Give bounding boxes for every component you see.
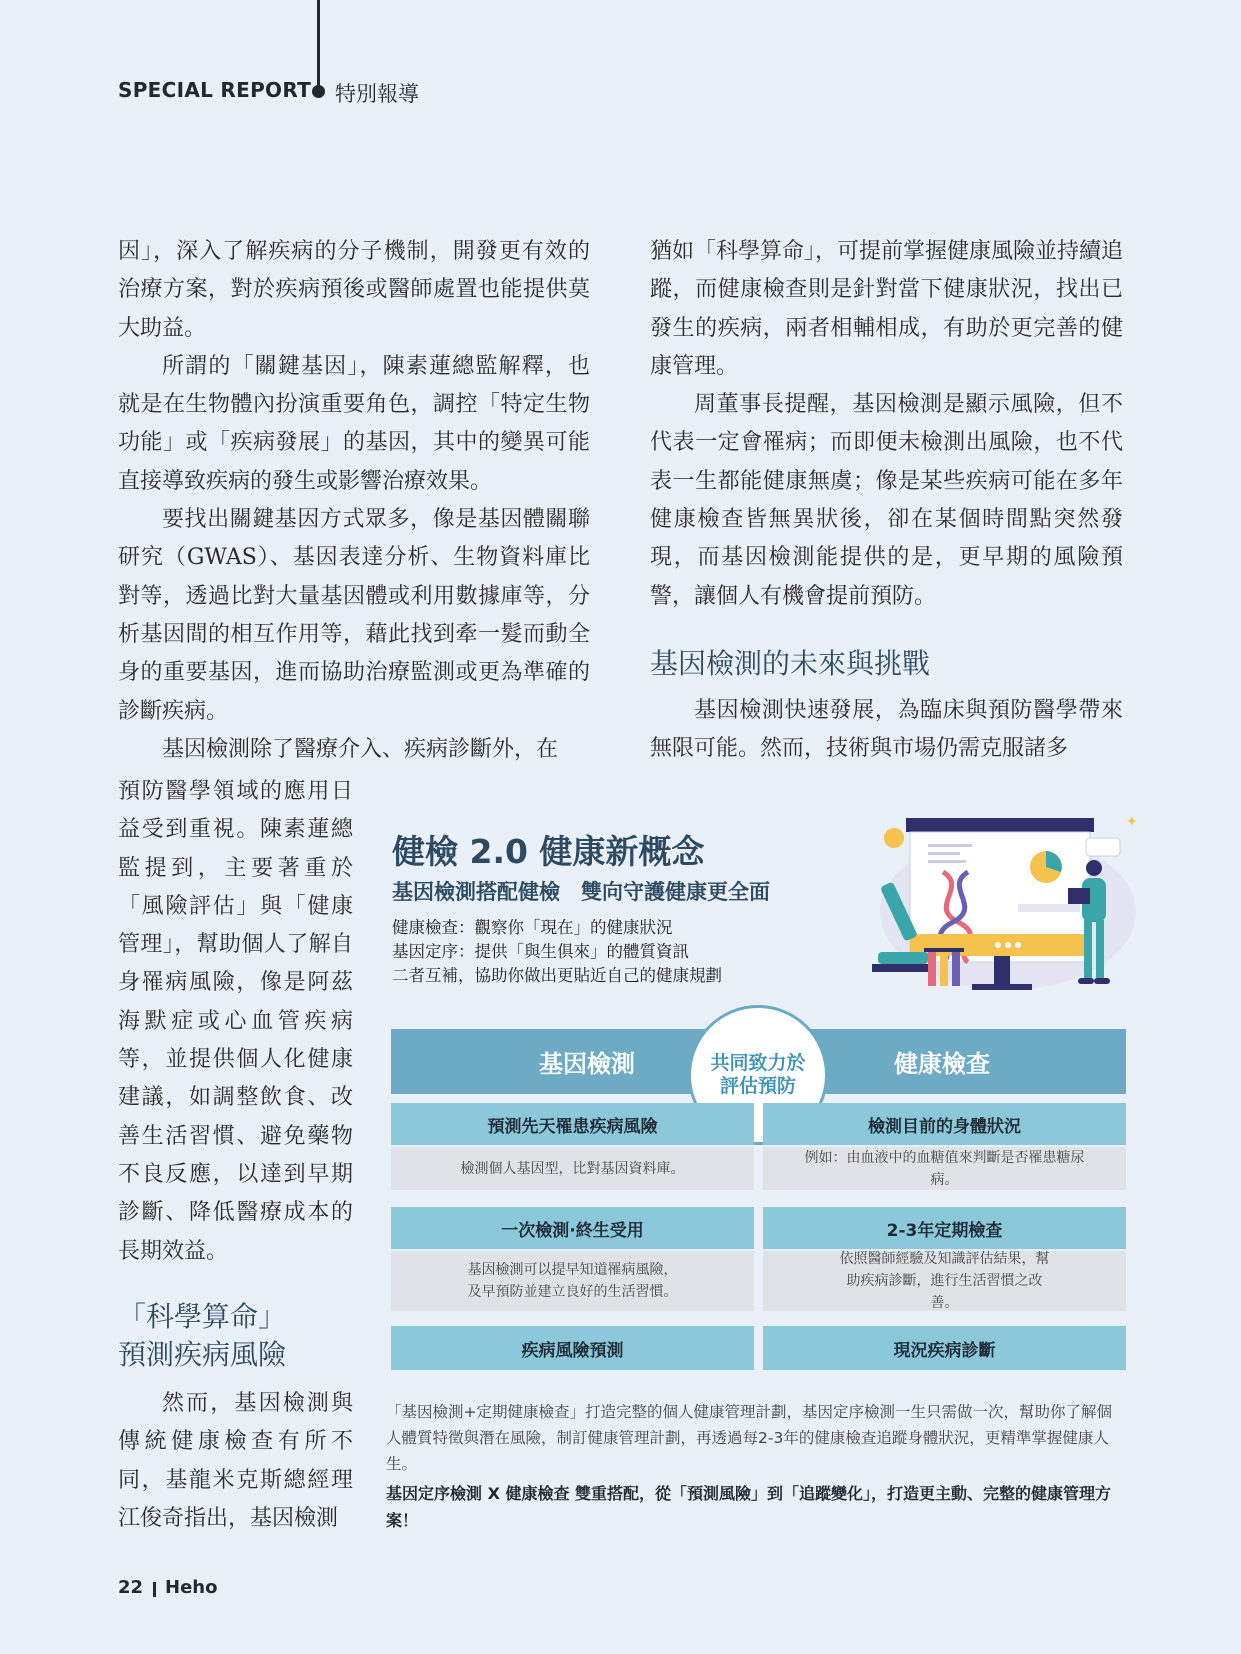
- column-header-health-check: 健康檢查: [894, 1050, 990, 1078]
- infographic-title: 健檢 2.0 健康新概念: [392, 832, 705, 871]
- paragraph: 基因檢測快速發展，為臨床與預防醫學帶來無限可能。然而，技術與市場仍需克服諸多: [650, 698, 1123, 762]
- article-column-left: [118, 233, 590, 769]
- article-column-narrow: [118, 773, 353, 1271]
- article-column-narrow-bottom: [118, 1385, 353, 1538]
- paragraph: 猶如「科學算命」，可提前掌握健康風險並持續追蹤，而健康檢查則是針對當下健康狀況，找出已發生的疾病，兩者相輔相成，有助於更完善的健康管理。: [650, 239, 1124, 379]
- comparison-cell-head: 疾病風險預測: [391, 1326, 754, 1370]
- paragraph: 基因檢測除了醫療介入、疾病診斷外，在: [162, 736, 559, 762]
- section-heading-fortune: [118, 1298, 358, 1374]
- comparison-cell-body: 依照醫師經驗及知識評估結果，幫助疾病診斷，進行生活習慣之改善。: [763, 1251, 1126, 1311]
- lab-illustration: [868, 812, 1136, 996]
- article-column-right-bottom: [650, 692, 1123, 769]
- comparison-cell-head: 現況疾病診斷: [763, 1326, 1126, 1370]
- infographic-subtitle: 基因檢測搭配健檢 雙向守護健康更全面: [392, 880, 770, 904]
- paragraph: 要找出關鍵基因方式眾多，像是基因體關聯研究（GWAS）、基因表達分析、生物資料庫比對等，透過比對大量基因體或利用數據庫等，分析基因間的相互作用等，藉此找到牽一髮而動全身的重要基因，進而協助治療監測或更為準確的診斷疾病。: [118, 507, 590, 724]
- heading-line: 「科學算命」: [118, 1300, 287, 1333]
- comparison-cell-head: 2-3年定期檢查: [763, 1207, 1126, 1249]
- paragraph: 預防醫學領域的應用日益受到重視。陳素蓮總監提到，主要著重於「風險評估」與「健康管理」，幫助個人了解自身罹病風險，像是阿茲海默症或心血管疾病等，並提供個人化健康建議，如調整飲食、改善生活習慣、避免藥物不良反應，以達到早期診斷、降低醫療成本的長期效益。: [118, 779, 353, 1264]
- svg-text:✦: ✦: [1126, 814, 1138, 830]
- heading-line: 預測疾病風險: [118, 1338, 287, 1371]
- intro-line: 健康檢查：觀察你「現在」的健康狀況: [392, 918, 673, 937]
- paragraph: 周董事長提醒，基因檢測是顯示風險，但不代表一定會罹病；而即便未檢測出風險，也不代表一生都能健康無虞；像是某些疾病可能在多年健康檢查皆無異狀後，卻在某個時間點突然發現，而基因檢測能提供的是，更早期的風險預警，讓個人有機會提前預防。: [650, 392, 1123, 609]
- magazine-brand: Heho: [165, 1577, 218, 1598]
- comparison-cell-head: 一次檢測·終生受用: [391, 1207, 754, 1249]
- footer-divider: [153, 1582, 156, 1597]
- comparison-cell-body: 基因檢測可以提早知道罹病風險，及早預防並建立良好的生活習慣。: [391, 1251, 754, 1311]
- infographic-intro: [392, 916, 722, 988]
- article-column-right: [650, 233, 1123, 616]
- header-dot: [312, 85, 325, 98]
- section-heading-future: 基因檢測的未來與挑戰: [650, 647, 931, 680]
- paragraph: 所謂的「關鍵基因」，陳素蓮總監解釋，也就是在生物體內扮演重要角色，調控「特定生物功能」或「疾病發展」的基因，其中的變異可能直接導致疾病的發生或影響治療效果。: [118, 353, 590, 494]
- comparison-cell-head: 檢測目前的身體狀況: [763, 1103, 1126, 1145]
- header-rule: [317, 0, 320, 92]
- column-header-gene-test: 基因檢測: [539, 1050, 635, 1078]
- comparison-cell-body: 例如：由血液中的血糖值來判斷是否罹患糖尿病。: [763, 1147, 1126, 1190]
- infographic-caption-highlight: 基因定序檢測 X 健康檢查 雙重搭配，從「預測風險」到「追蹤變化」，打造更主動、完整的健康管理方案！: [386, 1484, 1112, 1530]
- comparison-cell-body: 檢測個人基因型，比對基因資料庫。: [391, 1147, 754, 1190]
- intro-line: 二者互補，協助你做出更貼近自己的健康規劃: [392, 966, 722, 985]
- paragraph: 因」，深入了解疾病的分子機制，開發更有效的治療方案，對於疾病預後或醫師處置也能提供莫大助益。: [118, 239, 590, 341]
- section-label-zh: 特別報導: [335, 82, 419, 106]
- paragraph: 然而，基因檢測與傳統健康檢查有所不同，基龍米克斯總經理江俊奇指出，基因檢測: [118, 1391, 353, 1531]
- infographic-caption: 「基因檢測+定期健康檢查」打造完整的個人健康管理計劃，基因定序檢測一生只需做一次，幫助你了解個人體質特徵與潛在風險，制訂健康管理計劃，再透過每2-3年的健康檢查追蹤身體狀況，更精準掌握健康人生。: [386, 1403, 1112, 1473]
- intro-line: 基因定序：提供「與生俱來」的體質資訊: [392, 942, 689, 961]
- page-number: 22: [118, 1577, 144, 1598]
- shared-goal-text: 共同致力於評估預防: [710, 1052, 806, 1097]
- section-label-en: SPECIAL REPORT: [118, 78, 312, 102]
- comparison-cell-head: 預測先天罹患疾病風險: [391, 1103, 754, 1145]
